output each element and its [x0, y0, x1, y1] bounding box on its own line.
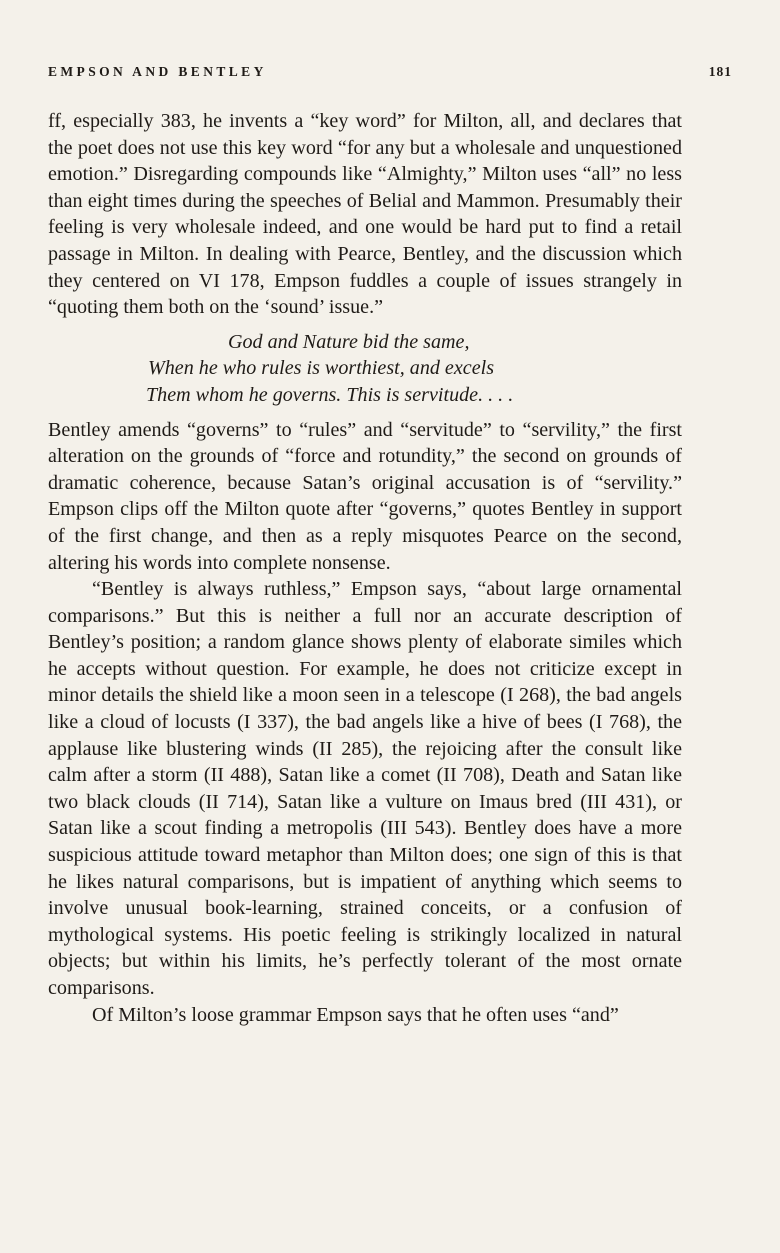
paragraph-1: ff, especially 383, he invents a “key word” for Milton, all, and declares that the poet does not use this key word “for any but a wholesale and unquestioned emotion.” Disregarding compounds like “Almighty,” Milton uses “all” no less than eight times during the speeches of Belial and Mammon. Presumably their feeling is very wholesale indeed, and one would be hard put to find a retail passage in Milton. In dealing with Pearce, Bentley, and the discussion which they centered on VI 178, Empson fuddles a couple of issues strangely in “quoting them both on the ‘sound’ issue.” [48, 110, 682, 319]
verse-line-2: When he who rules is worthiest, and excels [148, 357, 495, 380]
verse-line-1: God and Nature bid the same, [228, 330, 470, 353]
paragraph-2: Bentley amends “governs” to “rules” and “servitude” to “servility,” the first alteration on the grounds of “force and rotundity,” the second on grounds of dramatic coherence, because Satan’s original accusation is of “servility.” Empson clips off the Milton quote after “governs,” quotes Bentley in support of the first change, and then as a reply misquotes Pearce on the second, altering his words into complete nonsense. [48, 418, 682, 574]
running-title: EMPSON AND BENTLEY [48, 64, 267, 79]
verse-line-3: Them whom he governs. This is servitude. . . . [146, 383, 514, 406]
paragraph-3: “Bentley is always ruthless,” Empson says, “about large ornamental comparisons.” But this is neither a full nor an accurate description of Bentley’s position; a random glance shows plenty of elaborate similes which he accepts without question. For example, he does not criticize except in minor details the shield like a moon seen in a telescope (I 268), the bad angels like a cloud of locusts (I 337), the bad angels like a hive of bees (I 768), the applause like blustering winds (II 285), the rejoicing after the consult like calm after a storm (II 488), Satan like a comet (II 708), Death and Satan like two black clouds (II 714), Satan like a vulture on Imaus bred (III 431), or Satan like a scout finding a metropolis (III 543). Bentley does have a more suspicious attitude toward metaphor than Milton does; one sign of this is that he likes natural comparisons, but is impatient of anything which seems to involve unusual book-learning, strained conceits, or a confusion of mythological systems. His poetic feeling is strikingly localized in natural objects; but within his limits, he’s perfectly tolerant of the most ornate comparisons. [48, 578, 682, 999]
verse-quotation [48, 329, 682, 409]
running-head [48, 64, 732, 84]
paragraph-4: Of Milton’s loose grammar Empson says that he often uses “and” [92, 1003, 619, 1026]
page-number: 181 [708, 64, 732, 79]
body-text [48, 108, 682, 1028]
